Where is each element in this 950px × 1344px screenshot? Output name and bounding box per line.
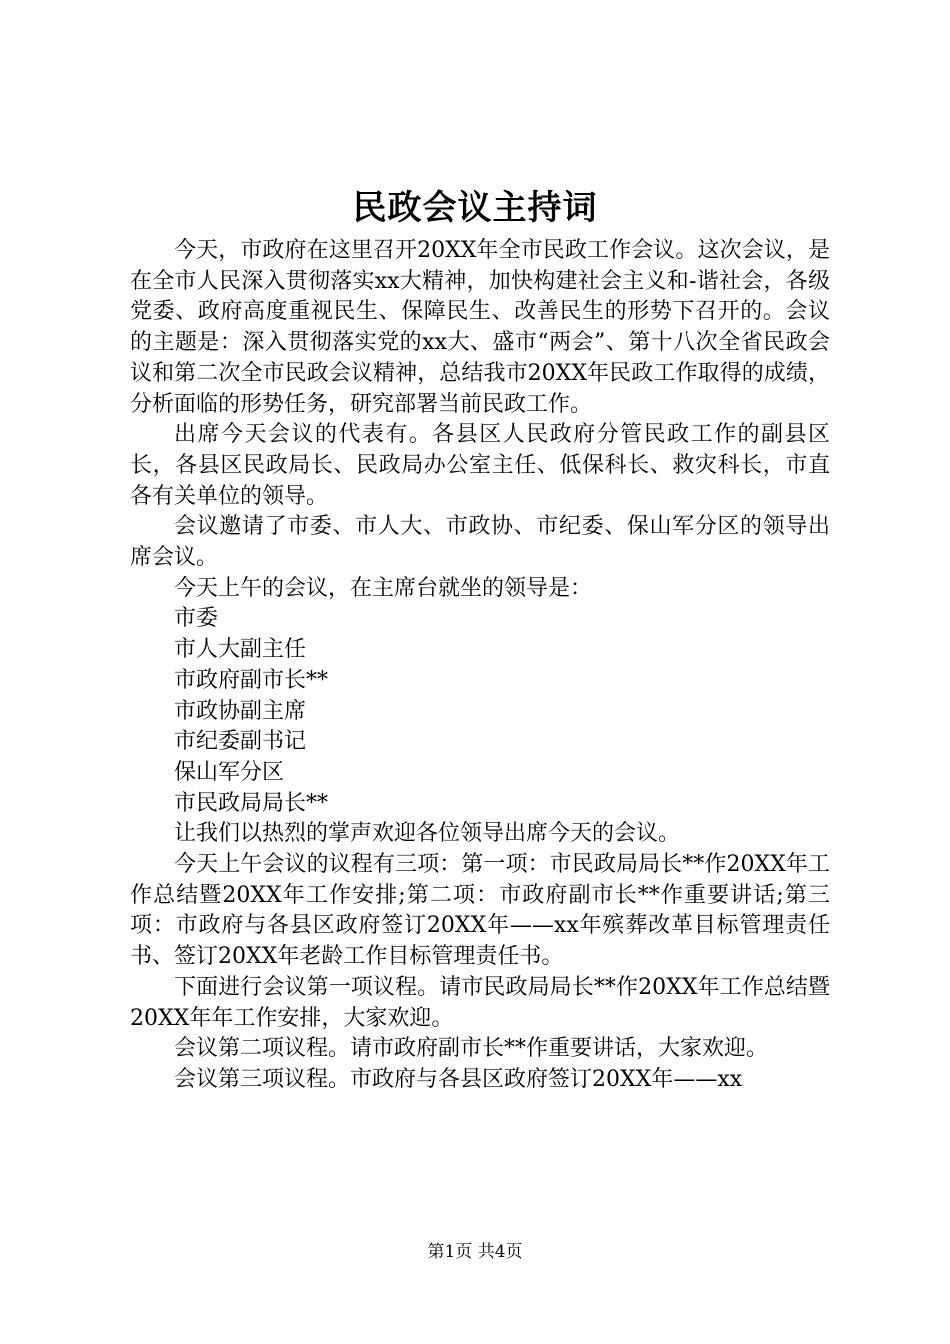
leader-list-item: 市政府副市长** <box>174 667 329 693</box>
paragraph: 让我们以热烈的掌声欢迎各位领导出席今天的会议。 <box>174 821 681 847</box>
paragraph: 今天上午会议的议程有三项：第一项：市民政局局长**作20XX年工作总结暨20XX年工作安排;第二项：市政府副市长**作重要讲话;第三项：市政府与各县区政府签订20XX年——xx年殡葬改革目标管理责任书、签订20XX年老龄工作目标管理责任书。 <box>130 852 830 970</box>
paragraph: 出席今天会议的代表有。各县区人民政府分管民政工作的副县区长，各县区民政局长、民政局办公室主任、低保科长、救灾科长，市直各有关单位的领导。 <box>130 422 830 509</box>
document-body <box>130 236 830 1096</box>
paragraph: 会议第二项议程。请市政府副市长**作重要讲话，大家欢迎。 <box>174 1036 769 1062</box>
document-title: 民政会议主持词 <box>352 188 598 228</box>
paragraph: 今天上午的会议，在主席台就坐的领导是： <box>174 575 593 601</box>
leader-list-item: 市人大副主任 <box>174 637 307 663</box>
leader-list-item: 市政协副主席 <box>174 698 307 724</box>
paragraph: 下面进行会议第一项议程。请市民政局局长**作20XX年工作总结暨20XX年年工作安排，大家欢迎。 <box>130 974 830 1031</box>
paragraph: 今天，市政府在这里召开20XX年全市民政工作会议。这次会议，是在全市人民深入贯彻落实xx大精神，加快构建社会主义和-谐社会，各级党委、政府高度重视民生、保障民生、改善民生的形势下召开的。会议的主题是：深入贯彻落实党的xx大、盛市“两会”、第十八次全省民政会议和第二次全市民政会议精神，总结我市20XX年民政工作取得的成绩，分析面临的形势任务，研究部署当前民政工作。 <box>130 238 830 417</box>
paragraph: 会议第三项议程。市政府与各县区政府签订20XX年——xx <box>174 1066 743 1092</box>
leader-list-item: 市委 <box>174 606 219 632</box>
leader-list-item: 市民政局局长** <box>174 790 329 816</box>
paragraph: 会议邀请了市委、市人大、市政协、市纪委、保山军分区的领导出席会议。 <box>130 514 830 571</box>
leader-list-item: 市纪委副书记 <box>174 729 307 755</box>
leader-list-item: 保山军分区 <box>174 759 285 785</box>
page-footer: 第1页 共4页 <box>427 1242 523 1262</box>
